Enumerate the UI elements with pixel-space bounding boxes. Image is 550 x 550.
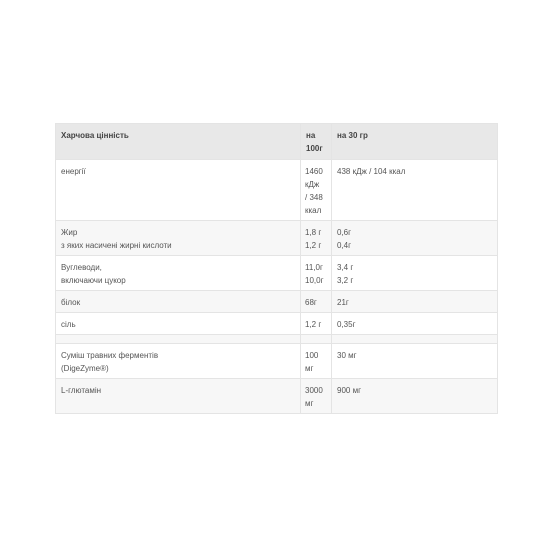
header-per30: на 30 гр [337, 131, 368, 140]
carbs-per100-line2: 10,0г [305, 276, 324, 285]
glutamine-name-cell [56, 379, 301, 414]
header-per100-line2: 100г [306, 144, 323, 153]
enzymes-name-line2: (DigeZyme®) [61, 364, 109, 373]
carbs-name-line1: Вуглеводи, [61, 263, 102, 272]
protein-per100-cell [301, 291, 332, 313]
enzymes-per30-cell [332, 344, 498, 379]
protein-per30-cell [332, 291, 498, 313]
energy-per100-line4: ккал [305, 206, 322, 215]
enzymes-per100-line2: мг [305, 364, 314, 373]
carbs-name-line2: включаючи цукор [61, 276, 126, 285]
table-row-empty [56, 335, 498, 344]
carbs-per30-cell [332, 256, 498, 291]
table-row-glutamine [56, 379, 498, 414]
protein-name-cell [56, 291, 301, 313]
carbs-name-cell [56, 256, 301, 291]
energy-per100-line1: 1460 [305, 167, 323, 176]
fat-per30-line2: 0,4г [337, 241, 352, 250]
fat-per30-cell [332, 221, 498, 256]
energy-per100-line2: кДж [305, 180, 320, 189]
table-row-enzymes [56, 344, 498, 379]
header-name-cell [56, 124, 301, 160]
header-per100-cell [301, 124, 332, 160]
salt-per100-cell [301, 313, 332, 335]
energy-name: енергії [61, 167, 86, 176]
glutamine-per30-cell [332, 379, 498, 414]
enzymes-per100-line1: 100 [305, 351, 319, 360]
salt-name: сіль [61, 320, 76, 329]
glutamine-per30: 900 мг [337, 386, 361, 395]
fat-per100-line2: 1,2 г [305, 241, 322, 250]
salt-per100: 1,2 г [305, 320, 322, 329]
header-name: Харчова цінність [61, 131, 129, 140]
nutrition-table [55, 123, 498, 414]
enzymes-name-cell [56, 344, 301, 379]
protein-per30: 21г [337, 298, 349, 307]
table-row-carbs [56, 256, 498, 291]
carbs-per30-line2: 3,2 г [337, 276, 354, 285]
carbs-per30-line1: 3,4 г [337, 263, 354, 272]
table-row-salt [56, 313, 498, 335]
energy-per30-cell [332, 160, 498, 221]
carbs-per100-line1: 11,0г [305, 263, 323, 272]
table-header-row [56, 124, 498, 160]
fat-per100-cell [301, 221, 332, 256]
empty-cell [56, 335, 301, 344]
energy-name-cell [56, 160, 301, 221]
glutamine-per100-line2: мг [305, 399, 314, 408]
fat-per100-line1: 1,8 г [305, 228, 322, 237]
salt-name-cell [56, 313, 301, 335]
header-per30-cell [332, 124, 498, 160]
salt-per30: 0,35г [337, 320, 356, 329]
enzymes-name-line1: Суміш травних ферментів [61, 351, 159, 360]
table-row-fat [56, 221, 498, 256]
glutamine-per100-line1: 3000 [305, 386, 323, 395]
fat-per30-line1: 0,6г [337, 228, 352, 237]
glutamine-name: L-глютамін [61, 386, 102, 395]
salt-per30-cell [332, 313, 498, 335]
energy-per100-cell [301, 160, 332, 221]
fat-name-cell [56, 221, 301, 256]
energy-per100-line3: / 348 [305, 193, 323, 202]
glutamine-per100-cell [301, 379, 332, 414]
protein-name: білок [61, 298, 81, 307]
energy-per30: 438 кДж / 104 ккал [337, 167, 406, 176]
enzymes-per100-cell [301, 344, 332, 379]
table-row-energy [56, 160, 498, 221]
empty-cell [332, 335, 498, 344]
table-row-protein [56, 291, 498, 313]
protein-per100: 68г [305, 298, 317, 307]
carbs-per100-cell [301, 256, 332, 291]
header-per100-line1: на [306, 131, 316, 140]
enzymes-per30: 30 мг [337, 351, 357, 360]
fat-name-line1: Жир [61, 228, 78, 237]
empty-cell [301, 335, 332, 344]
fat-name-line2: з яких насичені жирні кислоти [61, 241, 172, 250]
